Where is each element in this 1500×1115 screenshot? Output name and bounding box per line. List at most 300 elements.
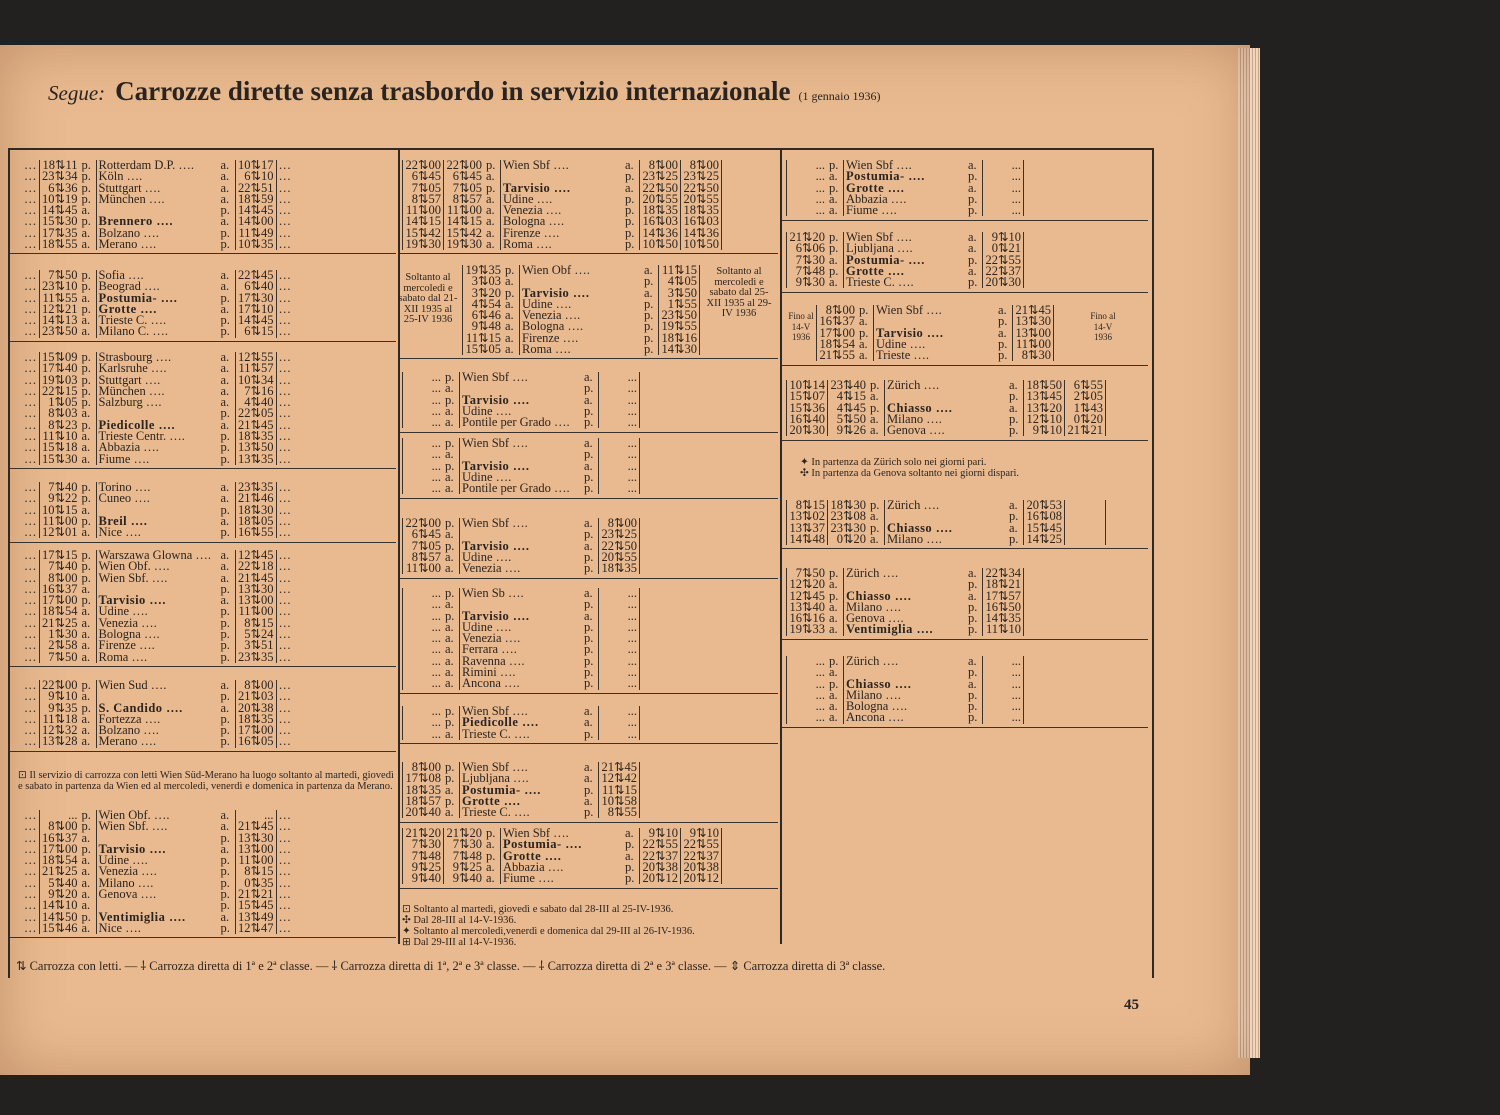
placeholder-dots: … xyxy=(278,548,291,562)
arr-dep-flag: a. xyxy=(220,513,230,528)
departure-time: ... xyxy=(403,633,444,644)
block-footnote: ✣ Dal 28-III al 14-V-1936. xyxy=(402,915,517,926)
departure-time: 8⇅00 xyxy=(403,762,444,773)
return-time: 14⇅30 xyxy=(659,344,700,355)
placeholder-dots: … xyxy=(24,898,37,913)
placeholder-dots: … xyxy=(278,513,291,528)
departure-time: 15⇅30 xyxy=(39,216,80,227)
return-time: ... xyxy=(599,438,640,449)
station-name: Postumia- …. xyxy=(501,839,624,850)
arr-dep-flag: a. xyxy=(81,237,91,252)
arr-dep-flag: p. xyxy=(220,898,230,913)
station-name: Tarvisio …. xyxy=(460,461,583,472)
arr-dep-flag: a. xyxy=(829,611,838,626)
placeholder-dots: … xyxy=(278,361,291,376)
placeholder-dots: … xyxy=(24,313,37,328)
block-separator xyxy=(10,468,396,469)
departure-time: 9⇅40 xyxy=(444,873,485,884)
return-time: 14⇅45 xyxy=(235,315,276,326)
arr-dep-flag: a. xyxy=(829,203,838,218)
block-separator xyxy=(400,888,778,889)
arr-dep-flag: a. xyxy=(584,715,593,730)
return-time: 12⇅47 xyxy=(235,923,276,934)
arr-dep-flag: p. xyxy=(968,275,978,290)
arr-dep-flag: a. xyxy=(81,525,91,540)
departure-time: 1⇅05 xyxy=(39,397,80,408)
arr-dep-flag: a. xyxy=(445,403,454,418)
return-time: 11⇅00 xyxy=(1013,339,1054,350)
departure-time: ... xyxy=(403,449,444,460)
placeholder-dots: … xyxy=(278,191,291,206)
timetable-row xyxy=(463,344,700,355)
arr-dep-flag: p. xyxy=(81,513,91,528)
arr-dep-flag: p. xyxy=(220,290,230,305)
return-time: 21⇅45 xyxy=(599,762,640,773)
arr-dep-flag: a. xyxy=(829,275,838,290)
station-name: Rimini …. xyxy=(460,667,583,678)
station-name: Nice …. xyxy=(96,923,219,934)
return-time: 8⇅15 xyxy=(235,618,276,629)
departure-time: 11⇅00 xyxy=(403,205,444,216)
placeholder-dots: … xyxy=(278,491,291,506)
block-separator xyxy=(782,440,1148,441)
arr-dep-flag: p. xyxy=(81,191,91,206)
arr-dep-flag: p. xyxy=(829,180,839,195)
arr-dep-flag: p. xyxy=(625,859,635,874)
departure-time: 15⇅05 xyxy=(463,344,504,355)
arr-dep-flag: a. xyxy=(625,826,634,840)
station-name: Firenze …. xyxy=(96,640,219,651)
arr-dep-flag: a. xyxy=(220,180,230,195)
departure-time: 8⇅00 xyxy=(817,305,858,316)
return-time: 21⇅03 xyxy=(235,691,276,702)
return-time: 22⇅55 xyxy=(640,839,681,850)
block-separator xyxy=(400,693,778,694)
arr-dep-flag: a. xyxy=(486,214,495,229)
return-time: ... xyxy=(983,160,1024,171)
placeholder-dots: … xyxy=(24,853,37,868)
arr-dep-flag: p. xyxy=(220,440,230,455)
arr-dep-flag: a. xyxy=(968,158,977,172)
departure-time: 9⇅20 xyxy=(39,889,80,900)
return-time: ... xyxy=(599,622,640,633)
departure-time: ... xyxy=(403,461,444,472)
return-time: 3⇅50 xyxy=(659,288,700,299)
departure-time: ... xyxy=(787,171,828,182)
arr-dep-flag: a. xyxy=(81,853,91,868)
return-time: 20⇅38 xyxy=(235,703,276,714)
arr-dep-flag: p. xyxy=(81,559,91,574)
timetable-row xyxy=(787,712,1024,723)
station-name: Fiume …. xyxy=(96,454,219,465)
departure-time: 18⇅11 xyxy=(39,160,80,171)
col1-block-2 xyxy=(22,270,293,338)
arr-dep-flag: p. xyxy=(644,342,654,357)
return-time: ... xyxy=(599,667,640,678)
col2-block-1 xyxy=(402,160,722,250)
departure-time: 22⇅00 xyxy=(39,680,80,691)
return-time: 18⇅50 xyxy=(1024,380,1065,391)
station-name: Wien Obf. …. xyxy=(96,561,219,572)
arr-dep-flag: a. xyxy=(220,383,230,398)
arr-dep-flag: a. xyxy=(968,588,977,603)
return-time: 13⇅45 xyxy=(1024,391,1065,402)
block-footnote: ✦ In partenza da Zürich solo nei giorni pari. xyxy=(800,457,987,468)
station-name: Zürich …. xyxy=(844,568,967,579)
station-name: Wien Sud …. xyxy=(96,680,219,691)
departure-time: 8⇅57 xyxy=(403,194,444,205)
placeholder-dots: … xyxy=(24,225,37,240)
departure-time: 21⇅25 xyxy=(39,618,80,629)
placeholder-dots: … xyxy=(24,875,37,890)
return-time: 18⇅16 xyxy=(659,333,700,344)
departure-time: 7⇅48 xyxy=(403,851,444,862)
return-time: ... xyxy=(599,678,640,689)
timetable-row xyxy=(403,807,640,818)
return-time: 18⇅35 xyxy=(681,205,722,216)
arr-dep-flag: a. xyxy=(859,348,868,363)
arr-dep-flag: a. xyxy=(81,225,91,240)
station-name: München …. xyxy=(96,194,219,205)
return-time: 21⇅45 xyxy=(1013,305,1054,316)
station-name: Tarvisio …. xyxy=(460,611,583,622)
placeholder-dots: … xyxy=(24,864,37,879)
arr-dep-flag: a. xyxy=(486,169,495,184)
departure-time: 12⇅21 xyxy=(39,304,80,315)
validity-note-left: Soltanto al mercoledì e sabato dal 21-XII 1935 al 25-IV 1936 xyxy=(398,272,458,325)
placeholder-dots: … xyxy=(278,819,291,834)
station-name: Postumia- …. xyxy=(460,785,583,796)
departure-time: 7⇅05 xyxy=(444,183,485,194)
departure-time: 12⇅20 xyxy=(787,579,828,590)
station-name: Trieste …. xyxy=(874,350,997,361)
placeholder-dots: … xyxy=(278,627,291,642)
arr-dep-flag: p. xyxy=(829,566,839,580)
departure-time: 17⇅40 xyxy=(39,363,80,374)
col3-block-3 xyxy=(816,305,1054,361)
placeholder-dots: … xyxy=(278,372,291,387)
return-time: 13⇅00 xyxy=(235,844,276,855)
placeholder-dots: … xyxy=(24,324,37,339)
page-title xyxy=(48,76,880,107)
arr-dep-flag: p. xyxy=(81,361,91,376)
placeholder-dots: … xyxy=(278,417,291,432)
departure-time: ... xyxy=(787,160,828,171)
timetable-row xyxy=(403,563,640,574)
col3-block-1 xyxy=(786,160,1024,216)
arr-dep-flag: p. xyxy=(829,158,839,172)
departure-time: 14⇅13 xyxy=(39,315,80,326)
arr-dep-flag: p. xyxy=(81,841,91,856)
return-time: 20⇅12 xyxy=(681,873,722,884)
station-name: Roma …. xyxy=(501,239,624,250)
station-name: Tarvisio …. xyxy=(460,395,583,406)
placeholder-dots: … xyxy=(24,513,37,528)
timetable-row xyxy=(22,527,293,538)
return-time: 13⇅20 xyxy=(1024,403,1065,414)
departure-time: ... xyxy=(403,678,444,689)
timetable-row xyxy=(403,873,722,884)
station-name: S. Candido …. xyxy=(96,703,219,714)
station-name: Cuneo …. xyxy=(96,493,219,504)
return-time: 18⇅59 xyxy=(235,194,276,205)
return-time: 6⇅40 xyxy=(235,281,276,292)
station-name: Wien Obf …. xyxy=(520,265,643,276)
departure-time: 15⇅42 xyxy=(444,228,485,239)
station-name: Tarvisio …. xyxy=(96,844,219,855)
arr-dep-flag: a. xyxy=(445,527,454,542)
return-time: 12⇅45 xyxy=(235,550,276,561)
arr-dep-flag: a. xyxy=(81,864,91,879)
arr-dep-flag: a. xyxy=(870,509,879,524)
departure-time: ... xyxy=(403,438,444,449)
arr-dep-flag: a. xyxy=(220,678,230,692)
arr-dep-flag: p. xyxy=(505,285,515,300)
departure-time: 7⇅05 xyxy=(403,183,444,194)
placeholder-dots: … xyxy=(278,604,291,619)
departure-time: 15⇅18 xyxy=(39,442,80,453)
return-time: 14⇅35 xyxy=(983,613,1024,624)
return-time: 22⇅50 xyxy=(640,183,681,194)
placeholder-dots: … xyxy=(24,301,37,316)
placeholder-dots: … xyxy=(278,875,291,890)
station-name: Chiasso …. xyxy=(844,679,967,690)
title-text: Carrozze dirette senza trasbordo in servizio internazionale xyxy=(115,76,791,106)
departure-time: 13⇅28 xyxy=(39,736,80,747)
return-time: ... xyxy=(599,729,640,740)
timetable-row xyxy=(403,417,640,428)
departure-time: ... xyxy=(39,810,80,821)
return-time: 22⇅37 xyxy=(681,851,722,862)
placeholder-dots: … xyxy=(278,290,291,305)
arr-dep-flag: a. xyxy=(829,599,838,614)
station-name: Ancona …. xyxy=(844,712,967,723)
departure-time: 1⇅30 xyxy=(39,629,80,640)
station-name: Tarvisio …. xyxy=(874,328,997,339)
placeholder-dots: … xyxy=(24,593,37,608)
placeholder-dots: … xyxy=(24,502,37,517)
departure-time: 11⇅00 xyxy=(403,563,444,574)
arr-dep-flag: p. xyxy=(81,808,91,822)
departure-time: 7⇅40 xyxy=(39,482,80,493)
departure-time: 10⇅14 xyxy=(787,380,828,391)
departure-time: 19⇅33 xyxy=(787,624,828,635)
arr-dep-flag: p. xyxy=(584,561,594,576)
arr-dep-flag: p. xyxy=(81,909,91,924)
arr-dep-flag: p. xyxy=(870,520,880,535)
arr-dep-flag: a. xyxy=(859,314,868,329)
arr-dep-flag: p. xyxy=(81,678,91,692)
arr-dep-flag: a. xyxy=(445,642,454,657)
station-name: Milano …. xyxy=(844,602,967,613)
return-time: ... xyxy=(599,644,640,655)
arr-dep-flag: a. xyxy=(220,909,230,924)
col2-block-9 xyxy=(402,828,722,884)
departure-time: 6⇅36 xyxy=(39,183,80,194)
arr-dep-flag: a. xyxy=(584,458,593,473)
departure-time: ... xyxy=(403,383,444,394)
arr-dep-flag: a. xyxy=(584,538,593,553)
departure-time: 8⇅03 xyxy=(39,408,80,419)
return-time: 5⇅24 xyxy=(235,629,276,640)
return-time: 13⇅00 xyxy=(235,595,276,606)
station-name: Udine …. xyxy=(460,552,583,563)
return-time: 22⇅45 xyxy=(235,270,276,281)
return-time: 16⇅03 xyxy=(640,216,681,227)
station-name: Zürich …. xyxy=(885,380,1008,391)
arr-dep-flag: p. xyxy=(829,263,839,278)
return-time: 8⇅30 xyxy=(1013,350,1054,361)
arr-dep-flag: p. xyxy=(584,597,594,612)
arr-dep-flag: p. xyxy=(220,830,230,845)
col2-block-5 xyxy=(402,518,640,574)
departure-time: 0⇅20 xyxy=(828,534,869,545)
block-separator xyxy=(10,666,396,667)
departure-time: 18⇅54 xyxy=(817,339,858,350)
departure-time: ... xyxy=(787,183,828,194)
return-time: 4⇅40 xyxy=(235,397,276,408)
placeholder-dots: … xyxy=(24,723,37,738)
arr-dep-flag: a. xyxy=(220,214,230,229)
station-name: Venezia …. xyxy=(96,618,219,629)
placeholder-dots: … xyxy=(24,417,37,432)
departure-time: ... xyxy=(787,194,828,205)
block-separator xyxy=(782,727,1148,728)
col1-block-1 xyxy=(22,160,293,250)
station-name: Tarvisio …. xyxy=(460,541,583,552)
timetable-row xyxy=(403,239,722,250)
station-name: Ancona …. xyxy=(460,678,583,689)
station-name: Köln …. xyxy=(96,171,219,182)
departure-time: 7⇅05 xyxy=(403,541,444,552)
departure-time: 19⇅35 xyxy=(463,265,504,276)
placeholder-dots: … xyxy=(278,429,291,444)
arr-dep-flag: a. xyxy=(81,615,91,630)
arr-dep-flag: p. xyxy=(81,593,91,608)
placeholder-dots: … xyxy=(24,290,37,305)
col1-block-6 xyxy=(22,680,293,748)
arr-dep-flag: p. xyxy=(644,308,654,323)
station-name: Udine …. xyxy=(460,406,583,417)
block-separator xyxy=(782,548,1148,549)
arr-dep-flag: p. xyxy=(486,180,496,195)
arr-dep-flag: a. xyxy=(584,793,593,808)
return-time: 6⇅15 xyxy=(235,326,276,337)
return-time: 20⇅30 xyxy=(983,277,1024,288)
departure-time: 7⇅50 xyxy=(39,652,80,663)
placeholder-dots: … xyxy=(24,581,37,596)
placeholder-dots: … xyxy=(278,324,291,339)
return-time: 8⇅55 xyxy=(599,807,640,818)
col1-block-5 xyxy=(22,550,293,663)
return-time: 12⇅42 xyxy=(599,773,640,784)
arr-dep-flag: a. xyxy=(81,627,91,642)
arr-dep-flag: p. xyxy=(584,415,594,430)
arr-dep-flag: a. xyxy=(998,303,1007,317)
arr-dep-flag: p. xyxy=(220,875,230,890)
placeholder-dots: … xyxy=(278,158,291,172)
arr-dep-flag: p. xyxy=(220,649,230,664)
station-name: Wien Sbf …. xyxy=(460,518,583,529)
departure-time: ... xyxy=(403,588,444,599)
arr-dep-flag: p. xyxy=(445,436,455,450)
departure-time: ... xyxy=(787,701,828,712)
arr-dep-flag: p. xyxy=(859,325,869,340)
return-time xyxy=(1065,534,1106,545)
arr-dep-flag: p. xyxy=(968,191,978,206)
col2-block-6 xyxy=(402,588,640,690)
arr-dep-flag: a. xyxy=(220,841,230,856)
arr-dep-flag: a. xyxy=(486,837,495,852)
timetable-row xyxy=(22,326,293,337)
legend-footer: ⇅ Carrozza con letti. — ⸸ Carrozza diretta di 1ª e 2ª classe. — ⸸ Carrozza diretta di 1ª, 2ª e 3ª classe. — ⸸ Carrozza diretta di 2ª e 3ª classe. — ⇕ Carrozza diretta di 3ª classe. xyxy=(16,959,886,973)
return-time: 23⇅25 xyxy=(640,171,681,182)
return-time: 12⇅55 xyxy=(235,352,276,363)
arr-dep-flag: p. xyxy=(220,711,230,726)
departure-time: 8⇅00 xyxy=(39,573,80,584)
arr-dep-flag: p. xyxy=(81,480,91,494)
departure-time: 11⇅00 xyxy=(39,516,80,527)
arr-dep-flag: p. xyxy=(998,314,1008,329)
return-time: 21⇅45 xyxy=(235,821,276,832)
return-time: 23⇅25 xyxy=(681,171,722,182)
return-time: 4⇅05 xyxy=(659,276,700,287)
arr-dep-flag: p. xyxy=(625,169,635,184)
departure-time: 23⇅50 xyxy=(39,326,80,337)
station-name: Pontile per Grado …. xyxy=(460,483,583,494)
arr-dep-flag: p. xyxy=(829,654,839,668)
arr-dep-flag: a. xyxy=(968,230,977,244)
arr-dep-flag: p. xyxy=(968,169,978,184)
placeholder-dots: … xyxy=(278,570,291,585)
arr-dep-flag: a. xyxy=(81,689,91,704)
station-name: Wien Sbf …. xyxy=(501,160,624,171)
arr-dep-flag: p. xyxy=(220,525,230,540)
return-time: 10⇅34 xyxy=(235,375,276,386)
return-time: 21⇅21 xyxy=(235,889,276,900)
placeholder-dots: … xyxy=(24,920,37,935)
departure-time: 9⇅35 xyxy=(39,703,80,714)
station-name: Bologna …. xyxy=(520,321,643,332)
departure-time: 23⇅10 xyxy=(39,281,80,292)
departure-time: 17⇅00 xyxy=(39,595,80,606)
departure-time: 6⇅06 xyxy=(787,243,828,254)
return-time: ... xyxy=(599,383,640,394)
station-name: Trieste C. …. xyxy=(460,729,583,740)
departure-time: 13⇅40 xyxy=(787,602,828,613)
departure-time: 15⇅30 xyxy=(39,454,80,465)
return-time: 23⇅25 xyxy=(599,529,640,540)
arr-dep-flag: a. xyxy=(445,447,454,462)
station-name: Postumia- …. xyxy=(844,171,967,182)
book-page-edges xyxy=(1238,48,1260,1058)
arr-dep-flag: p. xyxy=(584,469,594,484)
station-name: Grotte …. xyxy=(96,304,219,315)
departure-time: 8⇅57 xyxy=(403,552,444,563)
station-name: Ljubljana …. xyxy=(844,243,967,254)
departure-time: 22⇅00 xyxy=(444,160,485,171)
arr-dep-flag: p. xyxy=(870,498,880,512)
return-time: ... xyxy=(983,183,1024,194)
return-time: 16⇅55 xyxy=(235,527,276,538)
arr-dep-flag: a. xyxy=(968,263,977,278)
return-time: 22⇅55 xyxy=(681,839,722,850)
departure-time: 17⇅00 xyxy=(39,844,80,855)
col2-block-8 xyxy=(402,762,640,818)
station-name: München …. xyxy=(96,386,219,397)
validity-note-right: Soltanto al mercoledì e sabato dal 25-XII 1935 al 29-IV 1936 xyxy=(706,266,772,319)
departure-time: 22⇅00 xyxy=(403,160,444,171)
